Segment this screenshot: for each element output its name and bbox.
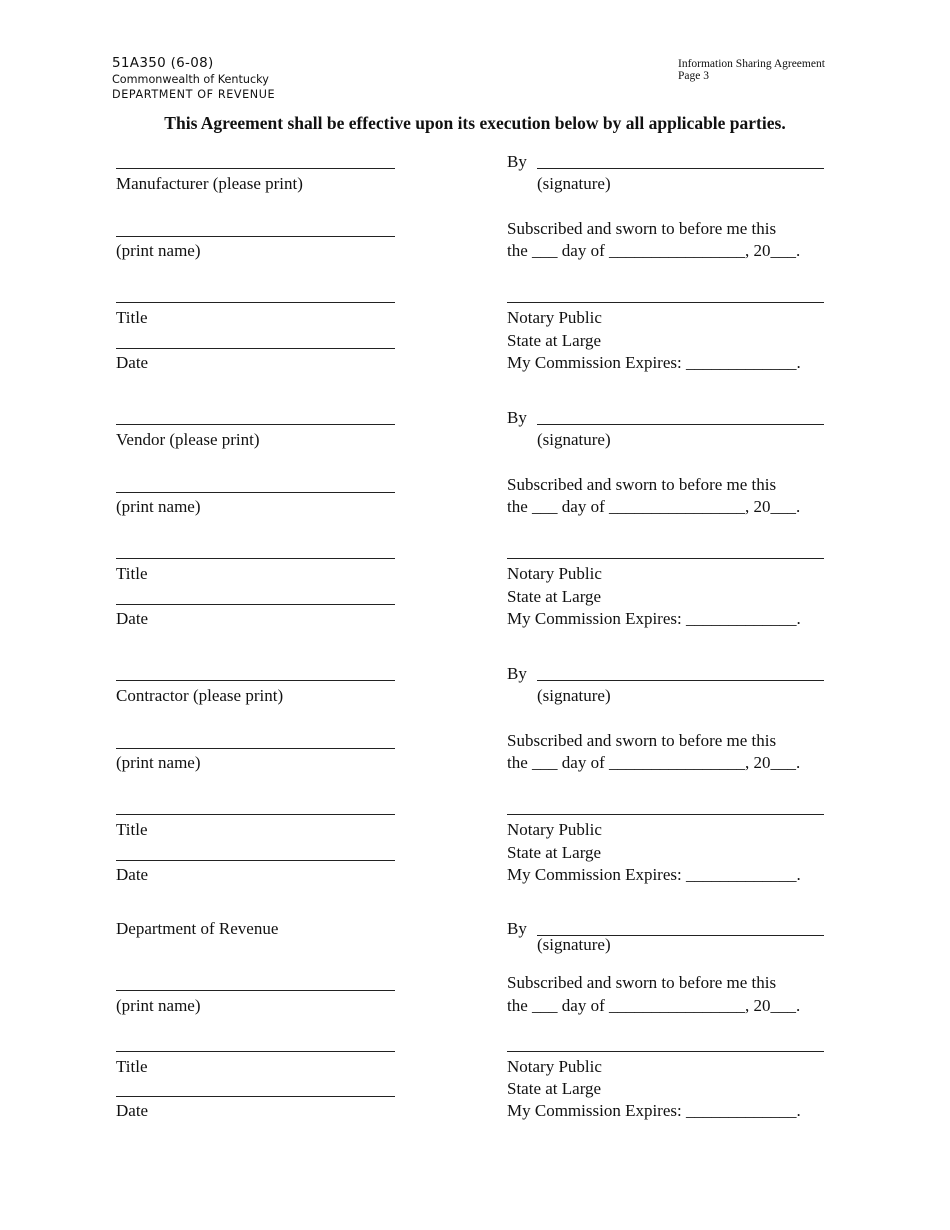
date-label: Date	[116, 609, 149, 628]
state-name: Commonwealth of Kentucky	[112, 73, 269, 86]
party-name-line[interactable]	[116, 424, 395, 425]
state-at-large-label: State at Large	[507, 843, 602, 862]
sworn-date-text: the ___ day of ________________, 20___.	[507, 497, 801, 516]
signature-label: (signature)	[537, 174, 611, 193]
title-line[interactable]	[116, 1051, 395, 1052]
form-code: 51A350 (6-08)	[112, 55, 214, 71]
commission-expires-text: My Commission Expires: _____________.	[507, 865, 801, 884]
notary-label: Notary Public	[507, 820, 602, 839]
sworn-text: Subscribed and sworn to before me this	[507, 973, 777, 992]
sworn-text: Subscribed and sworn to before me this	[507, 731, 777, 750]
signature-line[interactable]	[537, 680, 824, 681]
notary-signature-line[interactable]	[507, 814, 824, 815]
by-label: By	[507, 664, 527, 683]
notary-label: Notary Public	[507, 1057, 602, 1076]
print-name-label: (print name)	[116, 753, 201, 772]
title-label: Title	[116, 564, 148, 583]
print-name-line[interactable]	[116, 990, 395, 991]
state-at-large-label: State at Large	[507, 331, 602, 350]
date-label: Date	[116, 865, 149, 884]
page-number: Page 3	[678, 70, 709, 82]
notary-label: Notary Public	[507, 308, 602, 327]
by-label: By	[507, 152, 527, 171]
title-label: Title	[116, 1057, 148, 1076]
document-title: Information Sharing Agreement	[678, 58, 825, 70]
notary-label: Notary Public	[507, 564, 602, 583]
print-name-label: (print name)	[116, 996, 201, 1015]
print-name-line[interactable]	[116, 748, 395, 749]
department-name: DEPARTMENT OF REVENUE	[112, 88, 276, 101]
title-label: Title	[116, 820, 148, 839]
title-line[interactable]	[116, 302, 395, 303]
notary-signature-line[interactable]	[507, 1051, 824, 1052]
print-name-line[interactable]	[116, 492, 395, 493]
agreement-heading: This Agreement shall be effective upon its execution below by all applicable parties.	[164, 113, 786, 133]
sworn-date-text: the ___ day of ________________, 20___.	[507, 753, 801, 772]
commission-expires-text: My Commission Expires: _____________.	[507, 609, 801, 628]
commission-expires-text: My Commission Expires: _____________.	[507, 1101, 801, 1120]
date-line[interactable]	[116, 860, 395, 861]
sworn-date-text: the ___ day of ________________, 20___.	[507, 996, 801, 1015]
sworn-text: Subscribed and sworn to before me this	[507, 219, 777, 238]
sworn-text: Subscribed and sworn to before me this	[507, 475, 777, 494]
date-label: Date	[116, 1101, 149, 1120]
notary-signature-line[interactable]	[507, 302, 824, 303]
state-at-large-label: State at Large	[507, 1079, 602, 1098]
print-name-label: (print name)	[116, 497, 201, 516]
party-label: Department of Revenue	[116, 919, 279, 938]
party-label: Vendor (please print)	[116, 430, 260, 449]
signature-label: (signature)	[537, 686, 611, 705]
sworn-date-text: the ___ day of ________________, 20___.	[507, 241, 801, 260]
title-label: Title	[116, 308, 148, 327]
party-label: Contractor (please print)	[116, 686, 284, 705]
by-label: By	[507, 919, 527, 938]
date-label: Date	[116, 353, 149, 372]
title-line[interactable]	[116, 558, 395, 559]
signature-line[interactable]	[537, 168, 824, 169]
print-name-label: (print name)	[116, 241, 201, 260]
state-at-large-label: State at Large	[507, 587, 602, 606]
party-name-line[interactable]	[116, 680, 395, 681]
commission-expires-text: My Commission Expires: _____________.	[507, 353, 801, 372]
notary-signature-line[interactable]	[507, 558, 824, 559]
party-label: Manufacturer (please print)	[116, 174, 303, 193]
date-line[interactable]	[116, 604, 395, 605]
signature-label: (signature)	[537, 430, 611, 449]
party-name-line[interactable]	[116, 168, 395, 169]
date-line[interactable]	[116, 1096, 395, 1097]
signature-line[interactable]	[537, 424, 824, 425]
date-line[interactable]	[116, 348, 395, 349]
print-name-line[interactable]	[116, 236, 395, 237]
title-line[interactable]	[116, 814, 395, 815]
signature-label: (signature)	[537, 935, 611, 954]
by-label: By	[507, 408, 527, 427]
